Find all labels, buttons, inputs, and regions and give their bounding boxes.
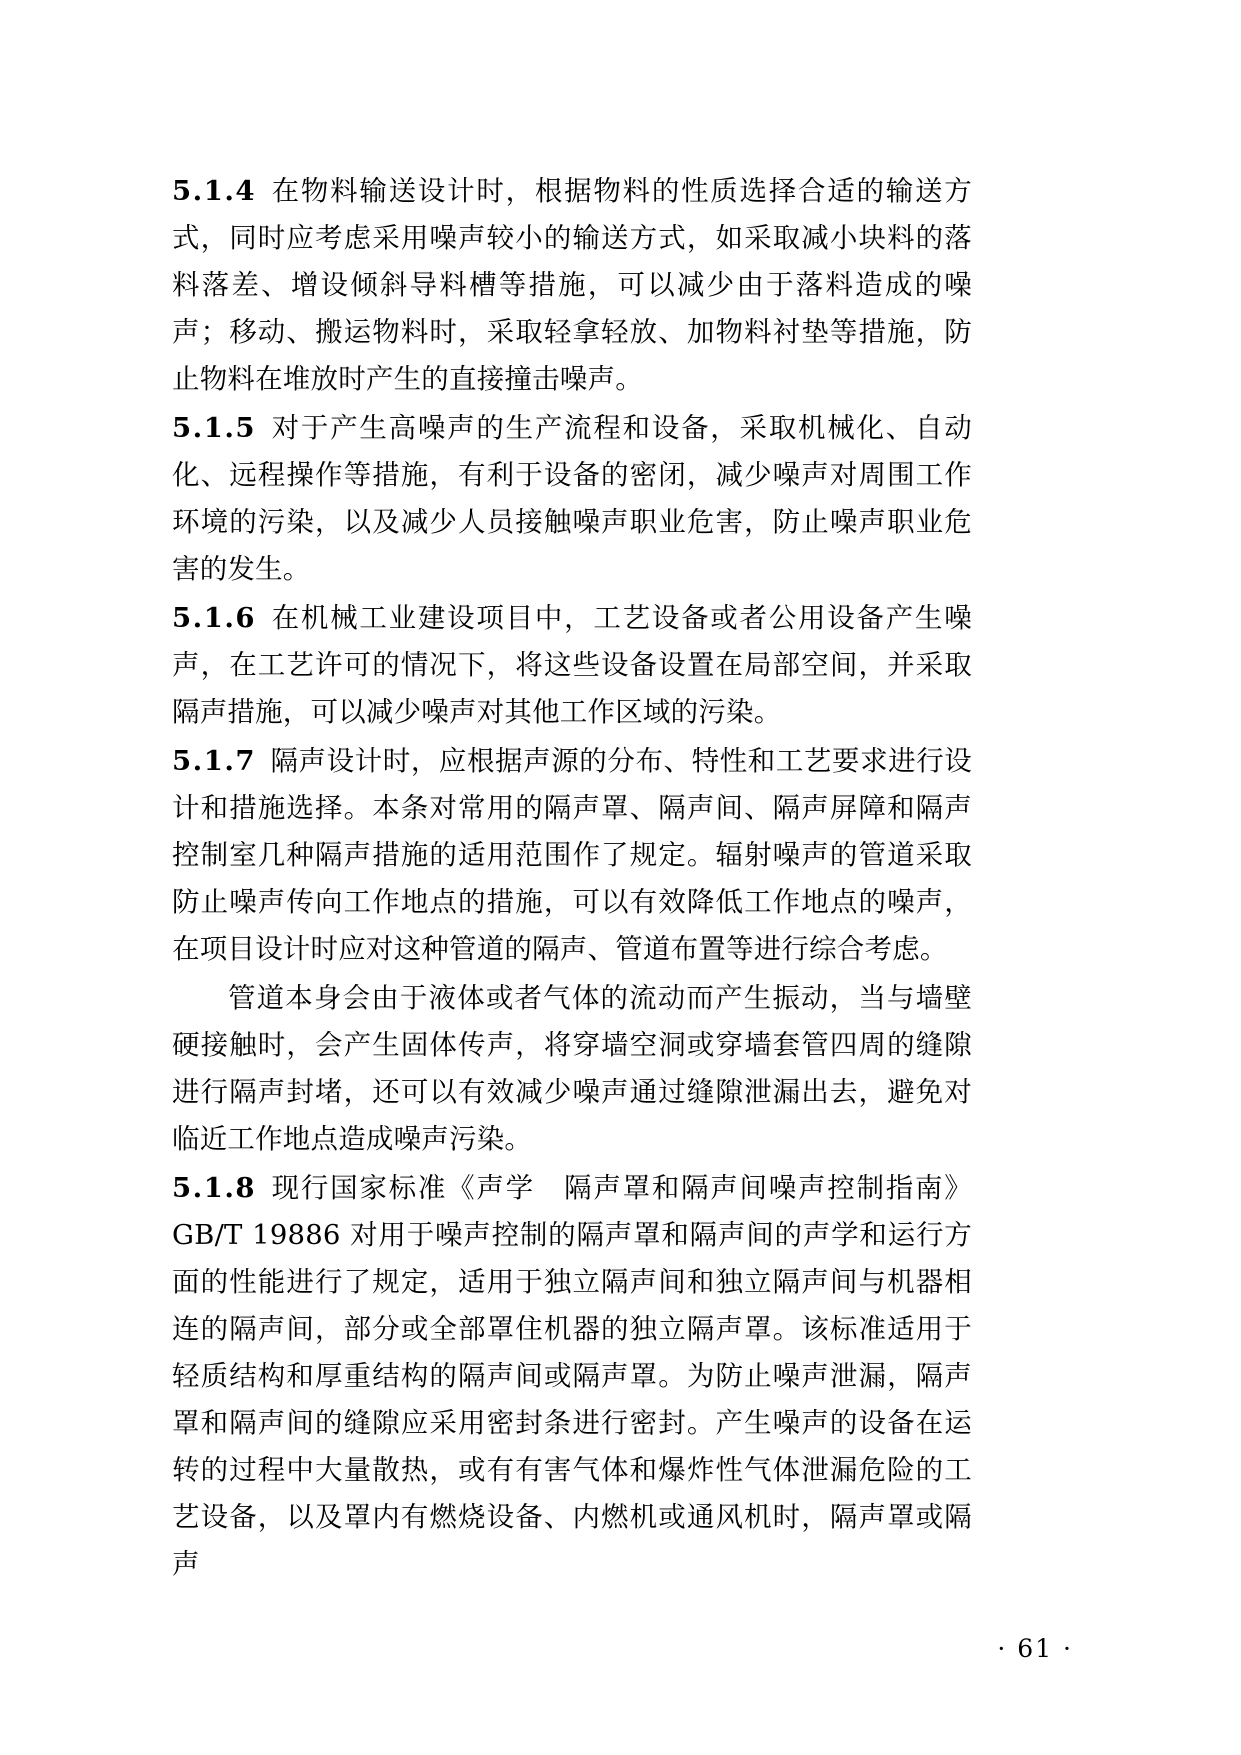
clause-number: 5.1.8 bbox=[172, 1172, 257, 1204]
paragraph-5-1-7 bbox=[172, 738, 972, 973]
paragraph-5-1-5 bbox=[172, 405, 972, 593]
paragraph-5-1-8 bbox=[172, 1165, 972, 1588]
clause-text: 在机械工业建设项目中，工艺设备或者公用设备产生噪声，在工艺许可的情况下，将这些设备设置在局部空间，并采取隔声措施，可以减少噪声对其他工作区域的污染。 bbox=[172, 602, 972, 728]
page-body bbox=[172, 168, 972, 1590]
clause-number: 5.1.7 bbox=[172, 745, 257, 777]
clause-number: 5.1.6 bbox=[172, 602, 257, 634]
paragraph-5-1-4 bbox=[172, 168, 972, 403]
paragraph-continuation bbox=[172, 975, 972, 1163]
clause-number: 5.1.5 bbox=[172, 412, 257, 444]
clause-text: 在物料输送设计时，根据物料的性质选择合适的输送方式，同时应考虑采用噪声较小的输送方式，如采取减小块料的落料落差、增设倾斜导料槽等措施，可以减少由于落料造成的噪声；移动、搬运物料时，采取轻拿轻放、加物料衬垫等措施，防止物料在堆放时产生的直接撞击噪声。 bbox=[172, 175, 972, 395]
clause-text: 隔声设计时，应根据声源的分布、特性和工艺要求进行设计和措施选择。本条对常用的隔声罩、隔声间、隔声屏障和隔声控制室几种隔声措施的适用范围作了规定。辐射噪声的管道采取防止噪声传向工作地点的措施，可以有效降低工作地点的噪声，在项目设计时应对这种管道的隔声、管道布置等进行综合考虑。 bbox=[172, 745, 972, 965]
paragraph-5-1-6 bbox=[172, 595, 972, 736]
clause-text: 管道本身会由于液体或者气体的流动而产生振动，当与墙壁硬接触时，会产生固体传声，将穿墙空洞或穿墙套管四周的缝隙进行隔声封堵，还可以有效减少噪声通过缝隙泄漏出去，避免对临近工作地点造成噪声污染。 bbox=[172, 982, 972, 1155]
page-number: · 61 · bbox=[997, 1634, 1073, 1663]
clause-text: 对于产生高噪声的生产流程和设备，采取机械化、自动化、远程操作等措施，有利于设备的密闭，减少噪声对周围工作环境的污染，以及减少人员接触噪声职业危害，防止噪声职业危害的发生。 bbox=[172, 412, 972, 585]
clause-text: 现行国家标准《声学 隔声罩和隔声间噪声控制指南》GB/T 19886 对用于噪声控制的隔声罩和隔声间的声学和运行方面的性能进行了规定，适用于独立隔声间和独立隔声间与机器相连的隔声间，部分或全部罩住机器的独立隔声罩。该标准适用于轻质结构和厚重结构的隔声间或隔声罩。为防止噪声泄漏，隔声罩和隔声间的缝隙应采用密封条进行密封。产生噪声的设备在运转的过程中大量散热，或有有害气体和爆炸性气体泄漏危险的工艺设备，以及罩内有燃烧设备、内燃机或通风机时，隔声罩或隔声 bbox=[172, 1172, 972, 1580]
clause-number: 5.1.4 bbox=[172, 175, 257, 207]
